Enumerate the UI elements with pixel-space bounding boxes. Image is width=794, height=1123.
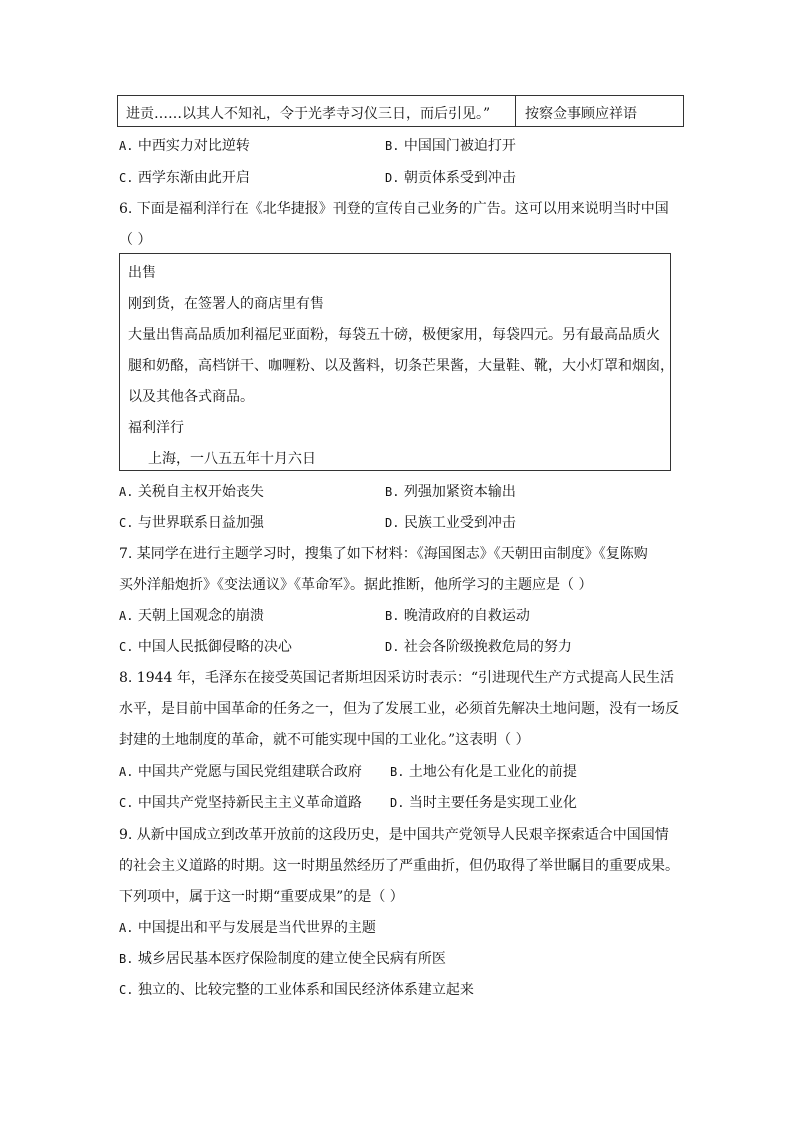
q9-option-b[interactable]: B. 城乡居民基本医疗保险制度的建立使全民病有所医 (119, 951, 446, 967)
q8-option-d[interactable]: D. 当时主要任务是实现工业化 (390, 795, 577, 811)
q6-option-a[interactable]: A. 关税自主权开始丧失 (119, 484, 264, 500)
q9-option-a[interactable]: A. 中国提出和平与发展是当代世界的主题 (119, 920, 376, 936)
q9-stem-line-3: 下列项中，属于这一时期“重要成果”的是（ ） (119, 889, 404, 905)
ad-date: 上海，一八五五年十月六日 (148, 451, 316, 467)
q8-option-b[interactable]: B. 土地公有化是工业化的前提 (390, 764, 577, 780)
q8-stem-line-1: 8. 1944 年，毛泽东在接受英国记者斯坦因采访时表示：“引进现代生产方式提高人民生活 (119, 670, 675, 686)
ad-line: 大量出售高品质加利福尼亚面粉，每袋五十磅，极便家用，每袋四元。另有最高品质火 (128, 327, 660, 343)
q6-option-b[interactable]: B. 列强加紧资本输出 (385, 484, 516, 500)
q7-option-d[interactable]: D. 社会各阶级挽救危局的努力 (385, 639, 572, 655)
ad-signature: 福利洋行 (128, 420, 184, 436)
ad-line: 刚到货，在签署人的商店里有售 (128, 296, 324, 312)
q9-option-c[interactable]: C. 独立的、比较完整的工业体系和国民经济体系建立起来 (119, 982, 474, 998)
q5-option-d[interactable]: D. 朝贡体系受到冲击 (385, 170, 516, 186)
q5-option-c[interactable]: C. 西学东渐由此开启 (119, 170, 250, 186)
q6-stem-line-1: 6. 下面是福利洋行在《北华捷报》刊登的宣传自己业务的广告。这可以用来说明当时中国 (119, 201, 669, 217)
q6-option-d[interactable]: D. 民族工业受到冲击 (385, 515, 516, 531)
q5-table-quote: 进贡……以其人不知礼，令于光孝寺习仪三日，而后引见。” (126, 106, 491, 122)
q5-option-a[interactable]: A. 中西实力对比逆转 (119, 138, 250, 154)
ad-line: 腿和奶酪，高档饼干、咖喱粉、以及酱料，切条芒果酱，大量鞋、靴，大小灯罩和烟囱， (128, 358, 674, 374)
q5-material-table (117, 95, 684, 127)
q9-stem-line-2: 的社会主义道路的时期。这一时期虽然经历了严重曲折，但仍取得了举世瞩目的重要成果。 (119, 858, 679, 874)
q6-option-c[interactable]: C. 与世界联系日益加强 (119, 515, 264, 531)
q7-option-b[interactable]: B. 晚清政府的自救运动 (385, 608, 530, 624)
q5-option-b[interactable]: B. 中国国门被迫打开 (385, 138, 516, 154)
q7-option-c[interactable]: C. 中国人民抵御侵略的决心 (119, 639, 292, 655)
q8-stem-line-2: 水平，是目前中国革命的任务之一，但为了发展工业，必须首先解决土地问题，没有一场反 (119, 701, 679, 717)
q8-stem-line-3: 封建的土地制度的革命，就不可能实现中国的工业化。”这表明（ ） (119, 732, 530, 748)
ad-line: 以及其他各式商品。 (128, 389, 254, 405)
q8-option-c[interactable]: C. 中国共产党坚持新民主主义革命道路 (119, 795, 362, 811)
q5-table-source: 按察佥事顾应祥语 (525, 106, 637, 122)
q9-stem-line-1: 9. 从新中国成立到改革开放前的这段历史，是中国共产党领导人民艰辛探索适合中国国情 (119, 827, 669, 843)
table-divider (515, 96, 516, 126)
q7-stem-line-2: 买外洋船炮折》《变法通议》《革命军》。据此推断，他所学习的主题应是（ ） (119, 577, 593, 593)
q8-option-a[interactable]: A. 中国共产党愿与国民党组建联合政府 (119, 764, 362, 780)
ad-heading: 出售 (128, 265, 156, 281)
q6-answer-bracket: （ ） (119, 232, 152, 248)
q7-option-a[interactable]: A. 天朝上国观念的崩溃 (119, 608, 264, 624)
q7-stem-line-1: 7. 某同学在进行主题学习时，搜集了如下材料：《海国图志》《天朝田亩制度》《复陈购 (119, 546, 648, 562)
q6-advertisement-box (119, 253, 674, 471)
